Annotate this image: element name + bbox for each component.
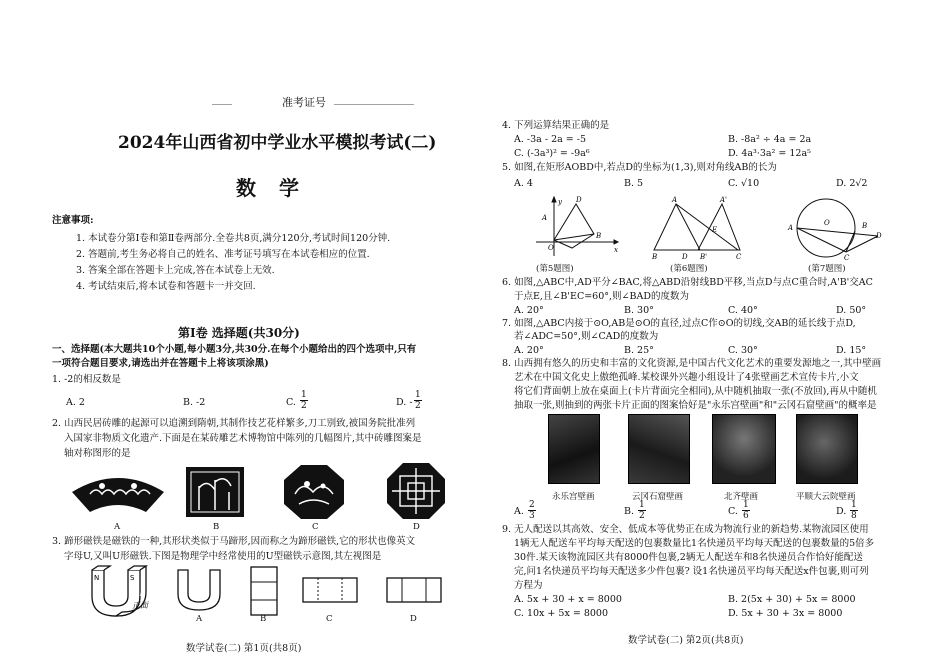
q2-label-d: D bbox=[413, 522, 420, 532]
section-title: 第Ⅰ卷 选择题(共30分) bbox=[178, 326, 300, 340]
notice-item: 2. 答题前,考生务必将自己的姓名、准考证号填写在本试卷相应的位置. bbox=[76, 249, 370, 260]
ticket-number-label: 准考证号 bbox=[282, 96, 326, 109]
svg-text:O: O bbox=[548, 244, 554, 252]
q2-line: 轴对称图形的是 bbox=[64, 448, 131, 459]
fraction-numerator: 1 bbox=[743, 500, 749, 510]
q5-option-d: D. 2√2 bbox=[836, 178, 868, 189]
notice-item: 3. 答案全部在答题卡上完成,答在本试卷上无效. bbox=[76, 265, 275, 276]
fraction-numerator: 1 bbox=[415, 390, 421, 400]
square-carving-figure bbox=[185, 466, 245, 518]
q2-line: 入国家非物质文化遗产.下面是在某砖雕艺术博物馆中陈列的几幅图片,其中砖雕图案是 bbox=[64, 433, 422, 444]
q7-option-c: C. 30° bbox=[728, 345, 758, 356]
fraction-denominator: 3 bbox=[529, 511, 535, 521]
q7-option-b: B. 25° bbox=[624, 345, 654, 356]
q6-figure bbox=[650, 198, 750, 260]
q3-label-d: D bbox=[410, 614, 417, 624]
q3-line: 3. 蹄形磁铁是磁铁的一种,其形状类似于马蹄形,因而称之为蹄形磁铁,它的形状也像英文 bbox=[52, 536, 416, 547]
mural-photo-yungang bbox=[628, 414, 690, 484]
q1-d-fraction bbox=[414, 390, 422, 411]
mural-caption-beiqi: 北齐壁画 bbox=[724, 492, 759, 502]
q8-line: 将它们背面朝上放在桌面上(卡片背面完全相同),从中随机抽取一张(不放回),再从中随机 bbox=[514, 386, 877, 397]
q7-line: 若∠ADC=50°,则∠CAD的度数为 bbox=[514, 331, 659, 342]
q6-line: 于点E,且∠B'EC=60°,则∠BAD的度数为 bbox=[514, 291, 689, 302]
q9-line: 方程为 bbox=[514, 580, 543, 591]
q4-stem: 4. 下列运算结果正确的是 bbox=[502, 120, 610, 131]
q6-option-c: C. 40° bbox=[728, 305, 758, 316]
svg-text:D: D bbox=[682, 253, 688, 261]
fraction-denominator: 6 bbox=[743, 511, 749, 521]
q2-label-b: B bbox=[213, 522, 220, 532]
svg-text:D: D bbox=[576, 196, 582, 204]
svg-text:x: x bbox=[614, 246, 618, 254]
fan-carving-figure bbox=[68, 470, 168, 514]
octagon-carving-figure bbox=[283, 464, 345, 520]
q7-figure-caption: (第7题图) bbox=[808, 264, 846, 274]
q8-option-c: C. bbox=[728, 506, 738, 517]
q8-b-fraction bbox=[638, 500, 646, 521]
q5-figure-caption: (第5题图) bbox=[536, 264, 574, 274]
left-footer: 数学试卷(二) 第1页(共8页) bbox=[186, 643, 302, 654]
ticket-number-blank: ________________ bbox=[334, 94, 414, 105]
fraction-denominator: 2 bbox=[639, 511, 645, 521]
q7-option-d: D. 15° bbox=[836, 345, 867, 356]
subject-title: 数 学 bbox=[236, 176, 307, 200]
q5-option-a: A. 4 bbox=[514, 178, 533, 189]
q8-d-fraction bbox=[850, 500, 858, 521]
q1-option-a: A. 2 bbox=[66, 397, 85, 408]
q1-c-fraction bbox=[300, 390, 308, 411]
q9-option-c: C. 10x + 5x = 8000 bbox=[514, 608, 608, 619]
notice-item: 4. 考试结束后,将本试卷和答题卡一并交回. bbox=[76, 281, 256, 292]
svg-text:A': A' bbox=[720, 196, 727, 204]
mural-caption-pingshun: 平顺大云院壁画 bbox=[796, 492, 856, 502]
svg-text:E: E bbox=[712, 226, 718, 234]
q8-line: 抽取一张,则抽到的两张卡片正面的图案恰好是"永乐宫壁画"和"云冈石窟壁画"的概率是 bbox=[514, 400, 877, 411]
fraction-numerator: 2 bbox=[529, 500, 535, 510]
q1-option-d: D. - bbox=[396, 397, 413, 408]
q2-label-c: C bbox=[312, 522, 319, 532]
right-footer: 数学试卷(二) 第2页(共8页) bbox=[628, 635, 744, 646]
fraction-denominator: 2 bbox=[301, 401, 307, 411]
q6-line: 6. 如图,△ABC中,AD平分∠BAC,将△ABD沿射线BD平移,当点D与点C重合时,A'B'交AC bbox=[502, 277, 873, 288]
svg-text:B: B bbox=[596, 232, 602, 240]
mural-photo-pingshun bbox=[796, 414, 858, 484]
q1-option-c: C. bbox=[286, 397, 296, 408]
fraction-numerator: 1 bbox=[851, 500, 857, 510]
q7-option-a: A. 20° bbox=[514, 345, 544, 356]
q8-c-fraction bbox=[742, 500, 750, 521]
q2-line: 2. 山西民居砖雕的起源可以追溯到隋朝,其制作技艺花样繁多,刀工别致,被国务院批准列 bbox=[52, 418, 416, 429]
q4-option-c: C. (-3a³)² = -9a⁶ bbox=[514, 148, 590, 159]
q9-option-b: B. 2(5x + 30) + 5x = 8000 bbox=[728, 594, 856, 605]
q2-label-a: A bbox=[114, 522, 121, 532]
q4-option-b: B. -8a² ÷ 4a = 2a bbox=[728, 134, 812, 145]
q1-stem: 1. -2的相反数是 bbox=[52, 374, 121, 385]
mural-photo-yongle bbox=[548, 414, 600, 484]
q3-line: 字母U,又叫U形磁铁.下图是物理学中经常使用的U型磁铁示意图,其左视图是 bbox=[64, 551, 382, 562]
q7-figure bbox=[782, 198, 882, 260]
q3-option-c-figure bbox=[302, 577, 358, 603]
fraction-denominator: 8 bbox=[851, 511, 857, 521]
mural-caption-yongle: 永乐宫壁画 bbox=[552, 492, 595, 502]
q8-option-a: A. bbox=[514, 506, 524, 517]
fraction-denominator: 2 bbox=[415, 401, 421, 411]
q6-option-d: D. 50° bbox=[836, 305, 867, 316]
instruction-line: 一项符合题目要求,请选出并在答题卡上将该项涂黑) bbox=[52, 358, 269, 369]
svg-text:B: B bbox=[652, 253, 658, 261]
q6-option-a: A. 20° bbox=[514, 305, 544, 316]
lattice-carving-figure bbox=[386, 462, 446, 520]
svg-text:B: B bbox=[862, 222, 868, 230]
fraction-numerator: 1 bbox=[301, 390, 307, 400]
q1-option-b: B. -2 bbox=[183, 397, 206, 408]
q3-option-a-figure bbox=[176, 568, 222, 612]
svg-text:A: A bbox=[788, 224, 794, 232]
svg-text:B': B' bbox=[700, 253, 708, 261]
fraction-numerator: 1 bbox=[639, 500, 645, 510]
q9-option-a: A. 5x + 30 + x = 8000 bbox=[514, 594, 622, 605]
notice-heading: 注意事项: bbox=[52, 215, 94, 226]
q8-option-b: B. bbox=[624, 506, 635, 517]
svg-text:C: C bbox=[736, 253, 742, 261]
q3-label-b: B bbox=[260, 614, 267, 624]
magnet-n-label: N bbox=[94, 574, 100, 582]
q8-a-fraction bbox=[528, 500, 536, 521]
mural-caption-yungang: 云冈石窟壁画 bbox=[632, 492, 684, 502]
q8-option-d: D. bbox=[836, 506, 847, 517]
svg-text:D: D bbox=[876, 232, 882, 240]
q5-option-c: C. √10 bbox=[728, 178, 760, 189]
magnet-s-label: S bbox=[130, 574, 135, 582]
q9-line: 完,问1名快递员平均每天配送多少件包裹? 设1名快递员平均每天配送x件包裹,则可列 bbox=[514, 566, 869, 577]
q4-option-a: A. -3a - 2a = -5 bbox=[514, 134, 587, 145]
svg-text:C: C bbox=[844, 254, 850, 262]
q9-option-d: D. 5x + 30 + 3x = 8000 bbox=[728, 608, 843, 619]
svg-text:A: A bbox=[542, 214, 548, 222]
q5-option-b: B. 5 bbox=[624, 178, 644, 189]
q3-option-d-figure bbox=[386, 577, 442, 603]
q8-line: 艺术在中国文化史上傲绝孤峰.某校课外兴趣小组设计了4张壁画艺术宣传卡片,小文 bbox=[514, 372, 859, 383]
q9-line: 1辆无人配送车平均每天配送的包裹数量比1名快递员平均每天配送的包裹数量的5倍多 bbox=[514, 538, 875, 549]
svg-text:A: A bbox=[672, 196, 678, 204]
q9-line: 9. 无人配送以其高效、安全、低成本等优势正在成为物流行业的新趋势.某物流园区使用 bbox=[502, 524, 869, 535]
instruction-line: 一、选择题(本大题共10个小题,每小题3分,共30分.在每个小题给出的四个选项中,只有 bbox=[52, 344, 417, 355]
q3-option-b-figure bbox=[250, 566, 278, 616]
q5-stem: 5. 如图,在矩形AOBD中,若点D的坐标为(1,3),则对角线AB的长为 bbox=[502, 162, 777, 173]
svg-text:y: y bbox=[558, 198, 562, 206]
front-label: 正面 bbox=[132, 601, 148, 610]
mural-photo-beiqi bbox=[712, 414, 776, 484]
q8-line: 8. 山西拥有悠久的历史和丰富的文化资源,是中国古代文化艺术的重要发源地之一,其中壁画 bbox=[502, 358, 882, 369]
exam-title: 2024年山西省初中学业水平模拟考试(二) bbox=[118, 133, 437, 153]
header-blank: ____ bbox=[212, 94, 232, 105]
q5-figure bbox=[530, 196, 620, 258]
q6-figure-caption: (第6题图) bbox=[670, 264, 708, 274]
svg-text:O: O bbox=[824, 219, 830, 227]
q3-label-c: C bbox=[326, 614, 333, 624]
notice-item: 1. 本试卷分第Ⅰ卷和第Ⅱ卷两部分.全卷共8页,满分120分,考试时间120分钟. bbox=[76, 233, 391, 244]
q6-option-b: B. 30° bbox=[624, 305, 654, 316]
q9-line: 30件.某天该物流园区共有8000件包裹,2辆无人配送车和8名快递员合作恰好能配送 bbox=[514, 552, 863, 563]
q4-option-d: D. 4a³·3a² = 12a⁵ bbox=[728, 148, 811, 159]
q3-label-a: A bbox=[196, 614, 203, 624]
q7-line: 7. 如图,△ABC内接于⊙O,AB是⊙O的直径,过点C作⊙O的切线,交AB的延长线于点D, bbox=[502, 318, 856, 329]
